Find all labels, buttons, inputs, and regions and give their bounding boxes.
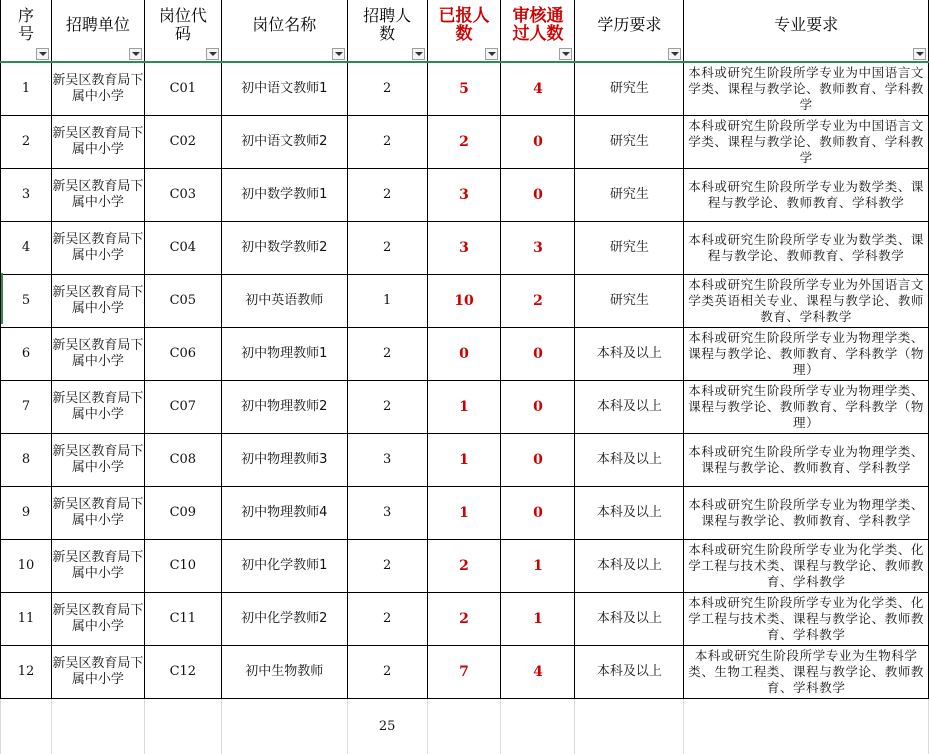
cell-major[interactable]: 本科或研究生阶段所学专业为物理学类、课程与教学论、教师教育、学科教学: [684, 433, 929, 486]
cell-applied[interactable]: 5: [427, 62, 501, 115]
cell-title[interactable]: 初中物理教师1: [221, 327, 347, 380]
cell-major[interactable]: 本科或研究生阶段所学专业为化学类、化学工程与技术类、课程与教学论、教师教育、学科教学: [684, 539, 929, 592]
cell-no[interactable]: 6: [1, 327, 52, 380]
filter-dropdown-icon[interactable]: [36, 48, 49, 60]
cell-no[interactable]: 3: [1, 168, 52, 221]
table-row: [1, 433, 929, 486]
cell-applied[interactable]: 3: [427, 168, 501, 221]
cell-no[interactable]: 12: [1, 645, 52, 698]
cell-title[interactable]: 初中数学教师1: [221, 168, 347, 221]
table-row: [1, 592, 929, 645]
header-col-applied: [427, 0, 501, 62]
header-col-edu: [575, 0, 684, 62]
cell-code[interactable]: C04: [144, 221, 221, 274]
cell-quota[interactable]: 2: [347, 221, 427, 274]
cell-code[interactable]: C05: [144, 274, 221, 327]
filter-dropdown-icon[interactable]: [332, 48, 345, 60]
table-row: [1, 645, 929, 698]
cell-quota[interactable]: 2: [347, 645, 427, 698]
header-col-no: [1, 0, 52, 62]
header-col-quota: [347, 0, 427, 62]
cell-no[interactable]: 11: [1, 592, 52, 645]
cell-applied[interactable]: 10: [427, 274, 501, 327]
header-col-code: [144, 0, 221, 62]
cell-unit[interactable]: 新吴区教育局下属中小学: [51, 539, 144, 592]
cell-code[interactable]: C06: [144, 327, 221, 380]
cell-major[interactable]: 本科或研究生阶段所学专业为生物科学类、生物工程类、课程与教学论、教师教育、学科教学: [684, 645, 929, 698]
summary-row: [1, 698, 929, 754]
header-label: 岗位名称: [252, 14, 317, 34]
cell-quota[interactable]: 2: [347, 62, 427, 115]
cell-quota[interactable]: 2: [347, 380, 427, 433]
cell-edu[interactable]: 本科及以上: [575, 380, 684, 433]
cell-applied[interactable]: 2: [427, 539, 501, 592]
cell-approved[interactable]: 0: [501, 115, 575, 168]
empty-cell[interactable]: [51, 698, 144, 754]
table-row: [1, 539, 929, 592]
table-row: [1, 327, 929, 380]
cell-title[interactable]: 初中语文教师2: [221, 115, 347, 168]
cell-quota[interactable]: 2: [347, 539, 427, 592]
cell-approved[interactable]: 0: [501, 327, 575, 380]
table-row: [1, 380, 929, 433]
cell-code[interactable]: C02: [144, 115, 221, 168]
cell-code[interactable]: C11: [144, 592, 221, 645]
cell-edu[interactable]: 研究生: [575, 115, 684, 168]
header-col-unit: [51, 0, 144, 62]
cell-applied[interactable]: 1: [427, 433, 501, 486]
table-row: [1, 62, 929, 115]
cell-no[interactable]: 1: [1, 62, 52, 115]
cell-major[interactable]: 本科或研究生阶段所学专业为外国语言文学类英语相关专业、课程与教学论、教师教育、学科教学: [684, 274, 929, 327]
cell-title[interactable]: 初中生物教师: [221, 645, 347, 698]
cell-approved[interactable]: 1: [501, 592, 575, 645]
header-label: 专业要求: [774, 14, 839, 34]
cell-unit[interactable]: 新吴区教育局下属中小学: [51, 115, 144, 168]
cell-title[interactable]: 初中语文教师1: [221, 62, 347, 115]
header-label: 招聘人数: [363, 5, 412, 43]
cell-applied[interactable]: 2: [427, 592, 501, 645]
cell-approved[interactable]: 3: [501, 221, 575, 274]
header-label: 审核通过人数: [512, 5, 564, 44]
frozen-pane-line: [0, 61, 929, 63]
cell-edu[interactable]: 本科及以上: [575, 486, 684, 539]
cell-unit[interactable]: 新吴区教育局下属中小学: [51, 327, 144, 380]
cell-major[interactable]: 本科或研究生阶段所学专业为数学类、课程与教学论、教师教育、学科教学: [684, 168, 929, 221]
cell-title[interactable]: 初中物理教师3: [221, 433, 347, 486]
cell-applied[interactable]: 1: [427, 380, 501, 433]
filter-dropdown-icon[interactable]: [668, 48, 681, 60]
cell-quota[interactable]: 1: [347, 274, 427, 327]
cell-applied[interactable]: 0: [427, 327, 501, 380]
cell-approved[interactable]: 0: [501, 433, 575, 486]
cell-quota[interactable]: 3: [347, 433, 427, 486]
cell-applied[interactable]: 1: [427, 486, 501, 539]
empty-cell[interactable]: [1, 698, 52, 754]
cell-unit[interactable]: 新吴区教育局下属中小学: [51, 221, 144, 274]
cell-no[interactable]: 2: [1, 115, 52, 168]
empty-cell[interactable]: [575, 698, 684, 754]
empty-cell[interactable]: [427, 698, 501, 754]
cell-major[interactable]: 本科或研究生阶段所学专业为物理学类、课程与教学论、教师教育、学科教学: [684, 486, 929, 539]
header-col-approved: [501, 0, 575, 62]
cell-unit[interactable]: 新吴区教育局下属中小学: [51, 645, 144, 698]
filter-dropdown-icon[interactable]: [485, 48, 498, 60]
cell-approved[interactable]: 0: [501, 486, 575, 539]
cell-code[interactable]: C09: [144, 486, 221, 539]
cell-title[interactable]: 初中英语教师: [221, 274, 347, 327]
cell-unit[interactable]: 新吴区教育局下属中小学: [51, 62, 144, 115]
cell-no[interactable]: 5: [1, 274, 52, 327]
table-row: [1, 274, 929, 327]
cell-code[interactable]: C08: [144, 433, 221, 486]
empty-cell[interactable]: [501, 698, 575, 754]
selected-row-marker: [1, 273, 3, 324]
cell-code[interactable]: C03: [144, 168, 221, 221]
cell-unit[interactable]: 新吴区教育局下属中小学: [51, 486, 144, 539]
cell-applied[interactable]: 2: [427, 115, 501, 168]
cell-title[interactable]: 初中数学教师2: [221, 221, 347, 274]
cell-no[interactable]: 10: [1, 539, 52, 592]
cell-quota[interactable]: 2: [347, 592, 427, 645]
cell-title[interactable]: 初中物理教师4: [221, 486, 347, 539]
cell-unit[interactable]: 新吴区教育局下属中小学: [51, 380, 144, 433]
cell-applied[interactable]: 7: [427, 645, 501, 698]
total-quota-cell[interactable]: 25: [347, 698, 427, 754]
table-row: [1, 168, 929, 221]
cell-code[interactable]: C07: [144, 380, 221, 433]
cell-edu[interactable]: 研究生: [575, 168, 684, 221]
cell-edu[interactable]: 本科及以上: [575, 327, 684, 380]
cell-quota[interactable]: 3: [347, 486, 427, 539]
cell-title[interactable]: 初中物理教师2: [221, 380, 347, 433]
cell-major[interactable]: 本科或研究生阶段所学专业为化学类、化学工程与技术类、课程与教学论、教师教育、学科教学: [684, 592, 929, 645]
cell-no[interactable]: 9: [1, 486, 52, 539]
header-label: 序号: [17, 5, 34, 43]
header-col-major: [684, 0, 929, 62]
table-row: [1, 115, 929, 168]
cell-edu[interactable]: 本科及以上: [575, 539, 684, 592]
filter-dropdown-icon[interactable]: [559, 48, 572, 60]
header-label: 招聘单位: [65, 14, 130, 34]
filter-dropdown-icon[interactable]: [913, 48, 926, 60]
cell-approved[interactable]: 0: [501, 380, 575, 433]
header-label: 已报人数: [438, 5, 490, 44]
cell-no[interactable]: 8: [1, 433, 52, 486]
cell-approved[interactable]: 2: [501, 274, 575, 327]
cell-approved[interactable]: 4: [501, 62, 575, 115]
cell-major[interactable]: 本科或研究生阶段所学专业为数学类、课程与教学论、教师教育、学科教学: [684, 221, 929, 274]
cell-unit[interactable]: 新吴区教育局下属中小学: [51, 433, 144, 486]
filter-dropdown-icon[interactable]: [129, 48, 142, 60]
cell-edu[interactable]: 研究生: [575, 274, 684, 327]
cell-edu[interactable]: 本科及以上: [575, 433, 684, 486]
cell-title[interactable]: 初中化学教师2: [221, 592, 347, 645]
cell-major[interactable]: 本科或研究生阶段所学专业为物理学类、课程与教学论、教师教育、学科教学（物理）: [684, 380, 929, 433]
cell-quota[interactable]: 2: [347, 327, 427, 380]
cell-major[interactable]: 本科或研究生阶段所学专业为中国语言文学类、课程与教学论、教师教育、学科教学: [684, 115, 929, 168]
cell-code[interactable]: C12: [144, 645, 221, 698]
header-row: [1, 0, 929, 62]
cell-title[interactable]: 初中化学教师1: [221, 539, 347, 592]
filter-dropdown-icon[interactable]: [412, 48, 425, 60]
cell-code[interactable]: C01: [144, 62, 221, 115]
cell-major[interactable]: 本科或研究生阶段所学专业为物理学类、课程与教学论、教师教育、学科教学（物理）: [684, 327, 929, 380]
cell-unit[interactable]: 新吴区教育局下属中小学: [51, 274, 144, 327]
cell-approved[interactable]: 0: [501, 168, 575, 221]
cell-major[interactable]: 本科或研究生阶段所学专业为中国语言文学类、课程与教学论、教师教育、学科教学: [684, 62, 929, 115]
cell-quota[interactable]: 2: [347, 115, 427, 168]
table-row: [1, 221, 929, 274]
table-row: [1, 486, 929, 539]
cell-code[interactable]: C10: [144, 539, 221, 592]
cell-unit[interactable]: 新吴区教育局下属中小学: [51, 168, 144, 221]
header-label: 岗位代码: [158, 5, 207, 43]
empty-cell[interactable]: [221, 698, 347, 754]
empty-cell[interactable]: [144, 698, 221, 754]
cell-no[interactable]: 7: [1, 380, 52, 433]
cell-edu[interactable]: 本科及以上: [575, 592, 684, 645]
cell-quota[interactable]: 2: [347, 168, 427, 221]
cell-edu[interactable]: 本科及以上: [575, 645, 684, 698]
cell-edu[interactable]: 研究生: [575, 221, 684, 274]
filter-dropdown-icon[interactable]: [206, 48, 219, 60]
cell-edu[interactable]: 研究生: [575, 62, 684, 115]
cell-applied[interactable]: 3: [427, 221, 501, 274]
cell-approved[interactable]: 4: [501, 645, 575, 698]
empty-cell[interactable]: [684, 698, 929, 754]
header-col-title: [221, 0, 347, 62]
cell-no[interactable]: 4: [1, 221, 52, 274]
cell-unit[interactable]: 新吴区教育局下属中小学: [51, 592, 144, 645]
header-label: 学历要求: [597, 14, 662, 34]
cell-approved[interactable]: 1: [501, 539, 575, 592]
